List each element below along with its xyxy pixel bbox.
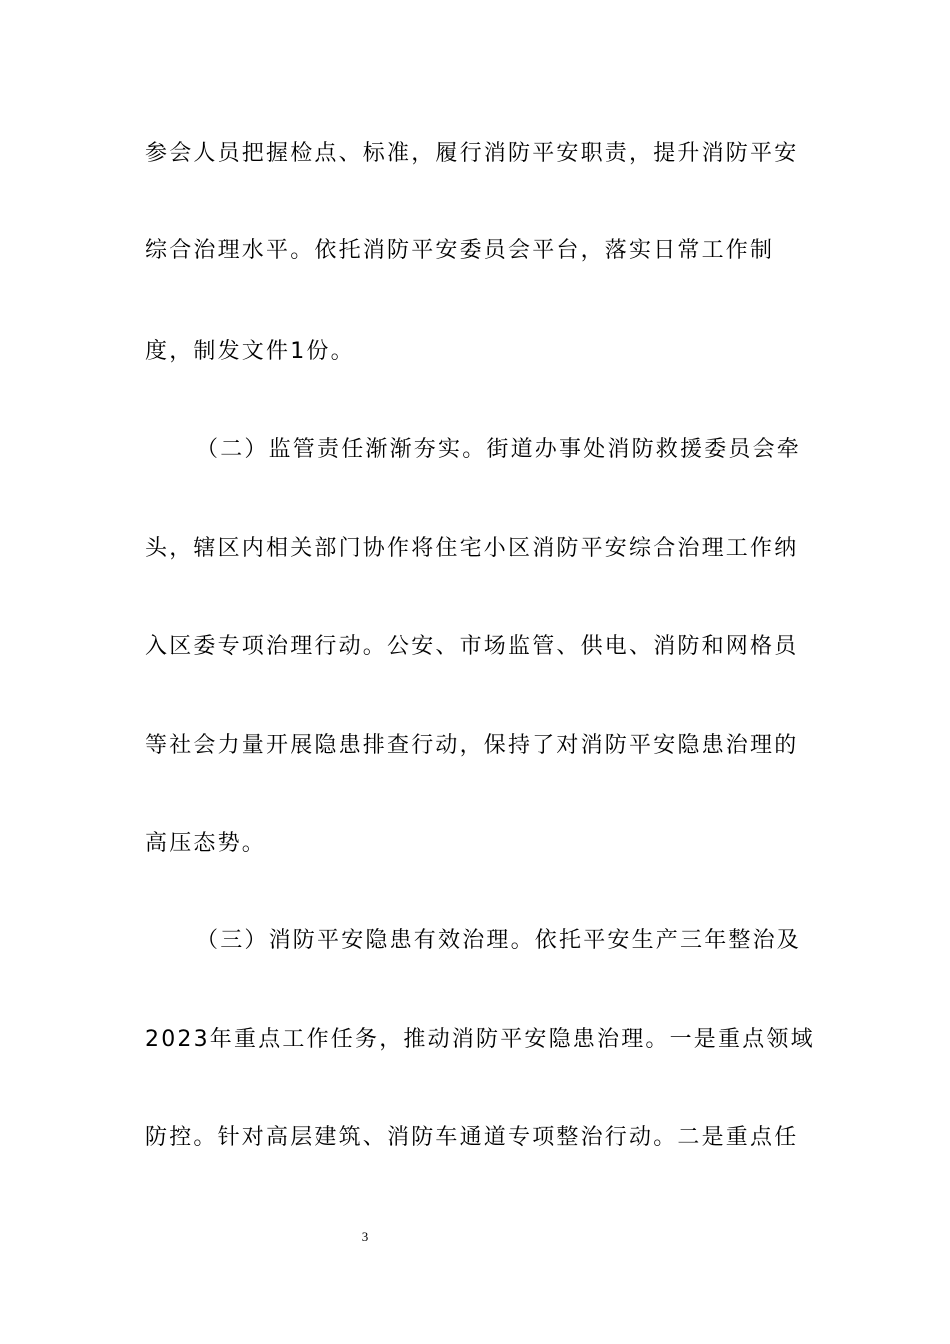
paragraph-line: 高压态势。: [145, 831, 267, 856]
paragraph-line: 度，制发文件1份。: [145, 339, 355, 364]
paragraph-line: 防控。针对高层建筑、消防车通道专项整治行动。二是重点任: [145, 1125, 799, 1150]
paragraph-line: 等社会力量开展隐患排查行动，保持了对消防平安隐患治理的: [145, 733, 799, 758]
paragraph-line: 综合治理水平。依托消防平安委员会平台，落实日常工作制: [145, 238, 775, 263]
paragraph-line: 头，辖区内相关部门协作将住宅小区消防平安综合治理工作纳: [145, 536, 799, 561]
paragraph-line: 参会人员把握检点、标准，履行消防平安职责，提升消防平安: [145, 141, 799, 166]
paragraph-heading-line: （三）消防平安隐患有效治理。依托平安生产三年整治及: [196, 928, 802, 953]
paragraph-line: 入区委专项治理行动。公安、市场监管、供电、消防和网格员: [145, 634, 799, 659]
page-number: 3: [361, 1229, 369, 1244]
paragraph-heading-line: （二）监管责任渐渐夯实。街道办事处消防救援委员会牵: [196, 437, 802, 462]
paragraph-line: 2023年重点工作任务，推动消防平安隐患治理。一是重点领域: [145, 1027, 815, 1052]
